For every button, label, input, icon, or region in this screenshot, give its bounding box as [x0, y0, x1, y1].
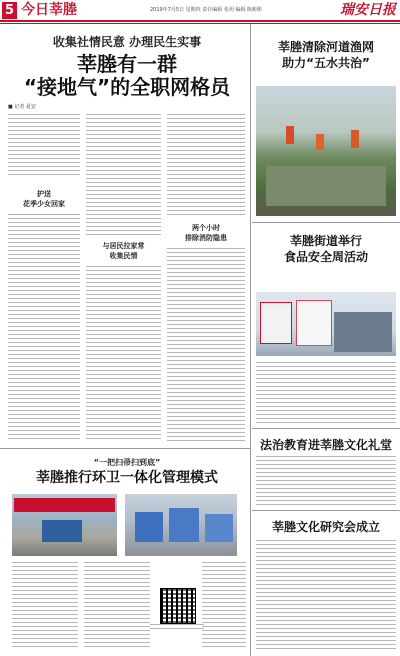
lead-body-col1	[8, 214, 80, 442]
river-title-line2: 助力“五水共治”	[282, 56, 370, 70]
culture-title: 莘塍文化研究会成立	[271, 520, 380, 534]
food-title-line2: 食品安全周活动	[283, 250, 368, 264]
law-title: 法治教育进莘塍文化礼堂	[259, 438, 392, 452]
photo-worker	[316, 134, 324, 150]
river-title-line1: 莘塍清除河道渔网	[277, 40, 374, 54]
bottom-body-col3	[202, 562, 246, 650]
photo-vehicle	[169, 508, 199, 542]
page-number: 5	[2, 2, 17, 19]
masthead-logo: 瑞安日报	[340, 2, 396, 18]
photo-display-board	[296, 300, 332, 346]
section-divider	[252, 510, 400, 511]
photo-crowd	[334, 312, 392, 352]
culture-body-text	[256, 540, 396, 650]
section-divider	[0, 448, 250, 449]
photo-vehicle	[135, 512, 163, 542]
photo-worker	[286, 126, 294, 144]
lead-intro-text	[8, 114, 80, 176]
bottom-body-col2	[84, 562, 150, 650]
subhead-4: 收集民情	[109, 252, 138, 260]
lead-body-col2a	[86, 114, 161, 236]
photo-food-safety-event	[256, 292, 396, 356]
qr-code	[160, 588, 196, 624]
lead-headline-line2: “接地气”的全职网格员	[23, 75, 231, 99]
photo-sanitation-vehicles	[125, 494, 237, 556]
photo-truck	[42, 520, 82, 542]
photo-display-board	[260, 302, 292, 344]
header-rule	[0, 20, 400, 22]
lead-headline-line1: 莘塍有一群	[77, 52, 177, 76]
photo-vehicle	[205, 514, 233, 542]
lead-byline: ■ 记者 夏安	[8, 104, 36, 110]
bottom-headline: 莘塍推行环卫一体化管理模式	[36, 470, 218, 486]
column-divider	[250, 24, 251, 656]
section-divider	[252, 222, 400, 223]
photo-river-cleanup	[256, 86, 396, 216]
bottom-body-col1	[12, 562, 78, 650]
section-divider	[252, 428, 400, 429]
food-title-line1: 莘塍街道举行	[289, 234, 362, 248]
bottom-kicker: “一把扫帚扫到底”	[93, 458, 161, 467]
photo-banner	[14, 498, 115, 512]
subhead-5: 两个小时	[192, 224, 220, 232]
header-rule-thin	[0, 23, 400, 24]
subhead-2: 花季少女回家	[23, 200, 65, 208]
lead-kicker: 收集社情民意 办理民生实事	[52, 35, 202, 49]
photo-fishing-net	[266, 166, 386, 206]
food-body-text	[256, 362, 396, 424]
lead-body-col2b	[86, 266, 161, 442]
header-info: 2019年7月5日 星期四 责任编辑 张玥 编辑 陈彬彬	[150, 7, 263, 13]
section-title: 今日莘塍	[21, 2, 77, 18]
lead-body-col3a	[167, 114, 245, 218]
photo-sanitation-team	[12, 494, 117, 556]
qr-caption	[150, 624, 204, 630]
law-body-text	[256, 456, 396, 506]
subhead-1: 护送	[37, 190, 51, 198]
lead-body-col3b	[167, 248, 245, 442]
photo-worker	[351, 130, 359, 148]
subhead-3: 与居民拉家常	[102, 242, 145, 250]
subhead-6: 排除消防隐患	[185, 234, 227, 242]
